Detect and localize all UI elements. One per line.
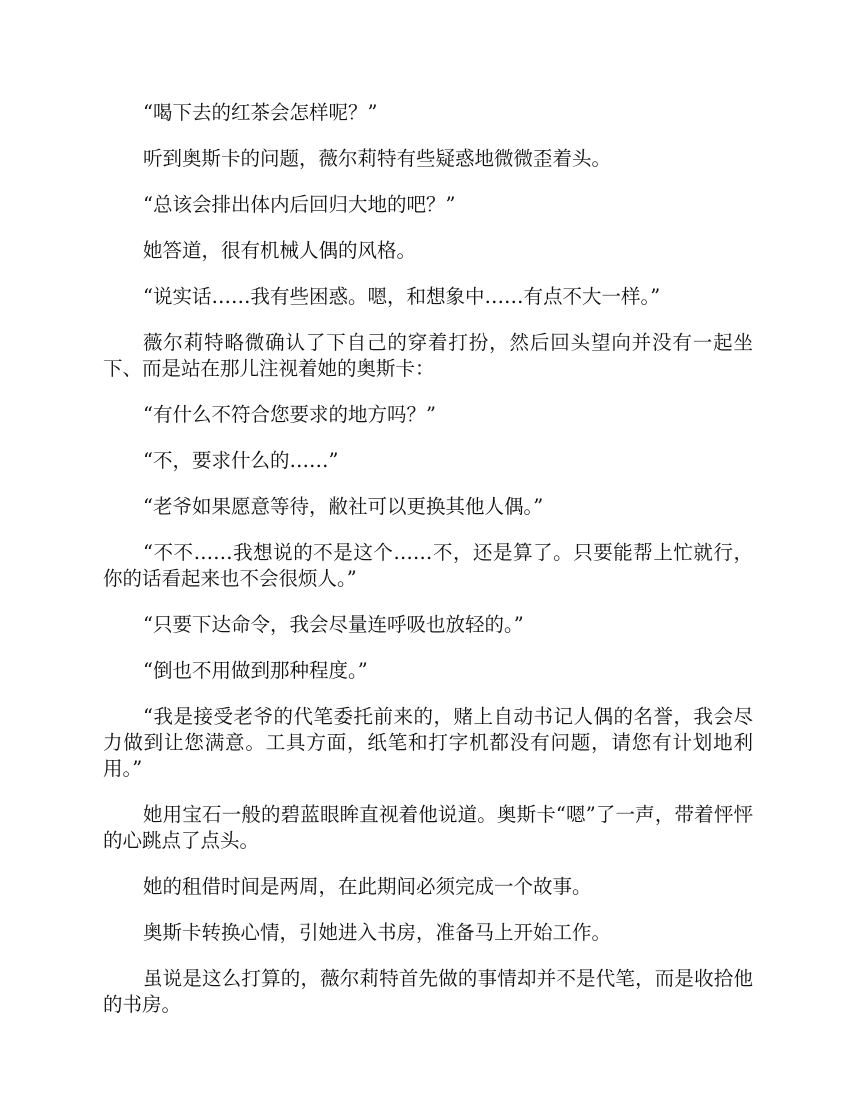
paragraph: “倒也不用做到那种程度。” [143, 659, 368, 682]
paragraph: “总该会排出体内后回归大地的吧？” [143, 193, 456, 216]
paragraph: 薇尔莉特略微确认了下自己的穿着打扮，然后回头望向并没有一起坐下、而是站在那儿注视着她的奥斯卡： [103, 331, 753, 380]
paragraph: 虽说是这么打算的，薇尔莉特首先做的事情却并不是代笔，而是收拾他的书房。 [103, 967, 753, 1016]
paragraph: “我是接受老爷的代笔委托前来的，赌上自动书记人偶的名誉，我会尽力做到让您满意。工具方面，纸笔和打字机都没有问题，请您有计划地利用。” [103, 705, 753, 780]
paragraph: “老爷如果愿意等待，敝社可以更换其他人偶。” [143, 495, 544, 518]
document-page [103, 100, 753, 1038]
paragraph: 奥斯卡转换心情，引她进入书房，准备马上开始工作。 [143, 921, 612, 944]
paragraph: “有什么不符合您要求的地方吗？” [143, 403, 436, 426]
paragraph: “不，要求什么的……” [143, 449, 339, 472]
paragraph: “喝下去的红茶会怎样呢？” [143, 101, 378, 124]
paragraph: “说实话……我有些困惑。嗯，和想象中……有点不大一样。” [143, 285, 661, 308]
paragraph: 她的租借时间是两周，在此期间必须完成一个故事。 [143, 875, 592, 898]
paragraph: 她用宝石一般的碧蓝眼眸直视着他说道。奥斯卡“嗯”了一声，带着怦怦的心跳点了点头。 [103, 803, 753, 852]
paragraph: 听到奥斯卡的问题，薇尔莉特有些疑惑地微微歪着头。 [143, 147, 612, 170]
paragraph: 她答道，很有机械人偶的风格。 [143, 239, 417, 262]
paragraph: “不不……我想说的不是这个……不，还是算了。只要能帮上忙就行，你的话看起来也不会很烦人。” [103, 541, 753, 590]
paragraph: “只要下达命令，我会尽量连呼吸也放轻的。” [143, 613, 524, 636]
